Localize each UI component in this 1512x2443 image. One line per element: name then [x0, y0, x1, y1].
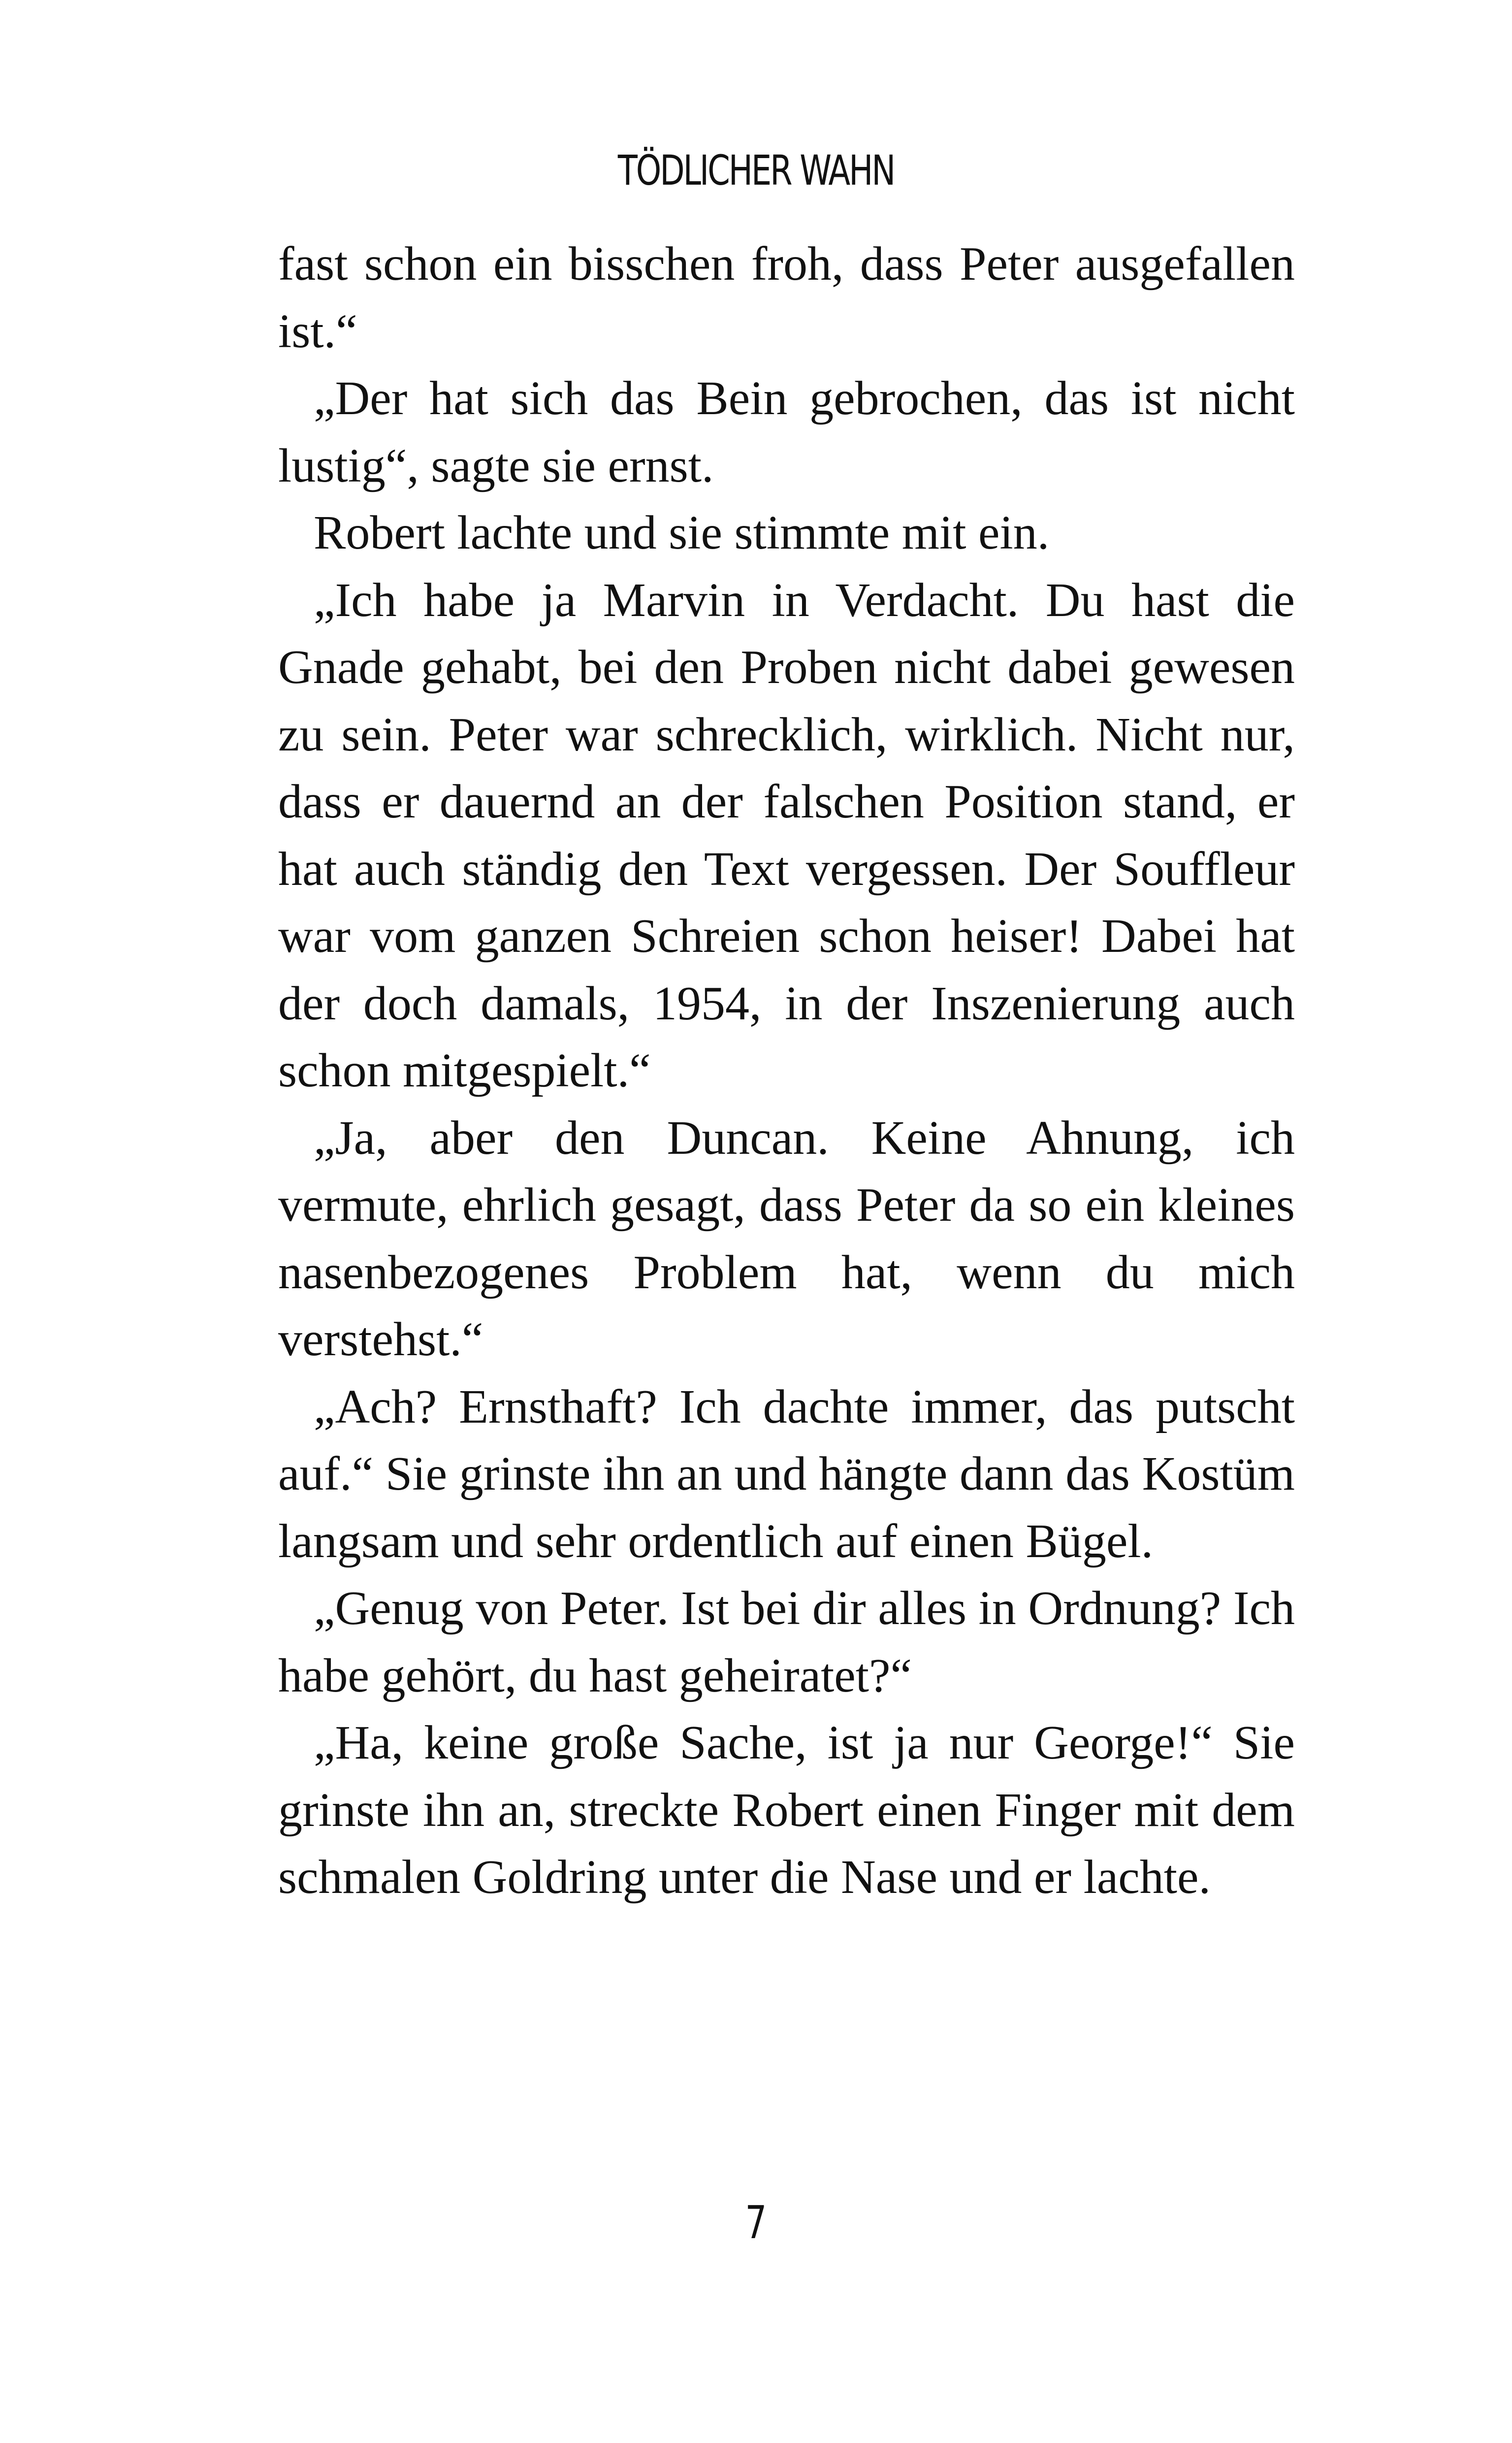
paragraph: Robert lachte und sie stimmte mit ein. [314, 506, 1050, 559]
page-number: 7 [745, 2196, 767, 2249]
paragraph: „Ich habe ja Marvin in Verdacht. Du hast die Gnade gehabt, bei den Proben nicht dabei gewesen zu sein. Peter war schrecklich, wirklich. Nicht nur, dass er dauernd an der falschen Position stand, er hat auch ständig den Text vergessen. Der Souffleur war vom ganzen Schreien schon heiser! Dabei hat der doch damals, 1954, in der Inszenierung auch schon mitgespielt.“ [278, 573, 1295, 1097]
paragraph: fast schon ein bisschen froh, dass Peter ausgefallen ist.“ [278, 237, 1295, 358]
paragraph: „Der hat sich das Bein gebrochen, das ist nicht lustig“, sagte sie ernst. [278, 372, 1295, 492]
body-text [278, 230, 1295, 1911]
paragraph: „Ja, aber den Duncan. Keine Ahnung, ich vermute, ehrlich gesagt, dass Peter da so ein kleines nasenbezogenes Problem hat, wenn du mich verstehst.“ [278, 1111, 1295, 1366]
paragraph: „Genug von Peter. Ist bei dir alles in Ordnung? Ich habe gehört, du hast geheiratet?“ [278, 1582, 1295, 1702]
paragraph: „Ach? Ernsthaft? Ich dachte immer, das putscht auf.“ Sie grinste ihn an und hängte dann das Kostüm langsam und sehr ordentlich auf einen Bügel. [278, 1380, 1295, 1568]
running-title: TÖDLICHER WAHN [617, 146, 895, 195]
paragraph: „Ha, keine große Sache, ist ja nur George!“ Sie grinste ihn an, streckte Robert einen Finger mit dem schmalen Goldring unter die Nase und er lachte. [278, 1716, 1295, 1904]
